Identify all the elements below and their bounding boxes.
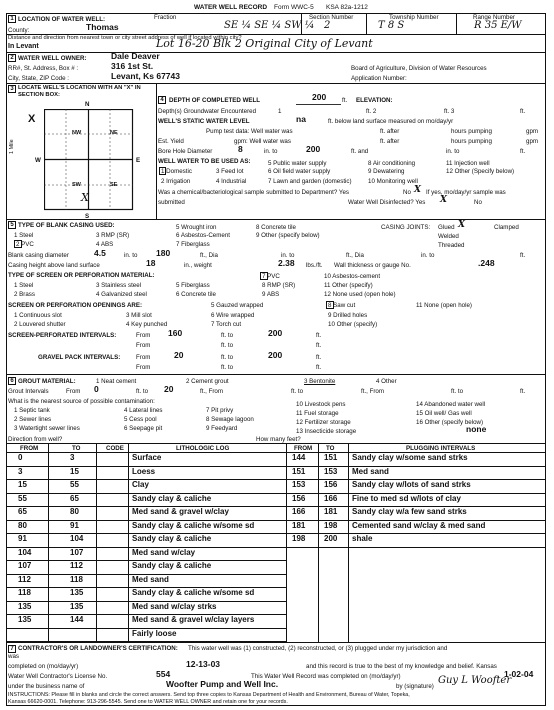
plug-description: Fine to med sd w/lots of clay <box>352 493 461 503</box>
depth-value: 200 <box>312 92 327 102</box>
distance-label: Distance and direction from nearest town or city street address of well if located within city? <box>8 35 242 41</box>
litho-from: 0 <box>18 453 23 462</box>
section-4-number: 4 <box>158 96 166 104</box>
litho-from: 118 <box>18 588 31 597</box>
gravel-from-value: 20 <box>174 350 184 360</box>
screen-intervals-label: SCREEN-PERFORATED INTERVALS: <box>8 332 117 339</box>
bentonite-selected: 3 Bentonite <box>304 378 336 385</box>
form-title: WATER WELL RECORD <box>194 4 268 11</box>
joints-label: CASING JOINTS: <box>381 224 431 231</box>
screen-from-value: 160 <box>168 328 183 338</box>
form-ksa: KSA 82a-1212 <box>326 4 368 11</box>
bore-value: 8 <box>238 144 243 154</box>
plug-to: 151 <box>324 453 338 462</box>
contamination-label: What is the nearest source of possible contamination: <box>8 398 155 405</box>
section-3-number: 3 <box>8 85 16 93</box>
log-code-header: CODE <box>106 445 124 452</box>
right-to-header: TO <box>326 445 335 452</box>
plug-from: 198 <box>292 534 306 543</box>
litho-from: 91 <box>18 534 27 543</box>
litho-description: Med sand & gravel w/clay <box>132 507 229 516</box>
plug-to: 153 <box>324 466 338 476</box>
range-number-label: Range Number <box>473 14 515 21</box>
litho-to: 15 <box>70 466 79 476</box>
log-to-header: TO <box>72 445 81 452</box>
litho-description: Med sand & gravel w/clay layers <box>132 615 255 624</box>
owner-label: WATER WELL OWNER: <box>18 55 87 62</box>
casing-diameter-value: 4.5 <box>94 248 106 258</box>
litho-description: Surface <box>132 453 162 462</box>
fraction-value: SE ¼ SE ¼ SW ¼ <box>224 20 315 31</box>
east-label: E <box>136 157 141 164</box>
yield-label: Est. Yield <box>158 138 184 145</box>
litho-from: 3 <box>18 466 23 476</box>
plug-to: 166 <box>324 493 338 503</box>
instructions: INSTRUCTIONS: Please fill in blanks and circle the correct answers. Send top three copies to Kansas Department of Health and Environment, Bureau of Water, Topeka, <box>8 692 410 698</box>
litho-description: Med sand w/clay strks <box>132 601 217 611</box>
city-value: Levant, Ks 67743 <box>111 71 180 81</box>
business-value: Woofter Pump and Well Inc. <box>166 679 279 689</box>
plug-from: 151 <box>292 466 306 476</box>
west-label: W <box>35 157 41 164</box>
plug-description: Cemented sand w/clay & med sand <box>352 520 486 530</box>
town-value: In Levant <box>8 43 39 50</box>
sw-label: SW <box>72 182 81 188</box>
litho-to: 118 <box>70 574 83 584</box>
plug-description: Sandy clay w/a few sand strks <box>352 507 467 516</box>
section-value: 2 <box>324 20 331 31</box>
license-value: 554 <box>156 669 171 679</box>
litho-from: 107 <box>18 561 32 570</box>
grout-intervals-label: Grout Intervals <box>8 388 49 395</box>
signature: Guy L Woofter <box>438 675 512 686</box>
plug-to: 200 <box>324 534 338 543</box>
bore-label: Bore Hole Diameter <box>158 148 213 155</box>
plugging-header: PLUGGING INTERVALS <box>406 445 476 452</box>
litho-from: 55 <box>18 493 27 503</box>
plug-to: 198 <box>324 520 338 530</box>
bore-to-value: 200 <box>306 144 321 154</box>
locate-label: LOCATE WELL'S LOCATION WITH AN "X" IN SECTION BOX: <box>18 85 141 98</box>
how-many-label: How many feet? <box>256 436 301 443</box>
litho-description: Sandy clay & caliche w/some sd <box>132 588 255 597</box>
plug-description: Med sand <box>352 466 389 476</box>
litho-description: Sandy clay & caliche w/some sd <box>132 520 255 530</box>
se-label: SE <box>110 182 118 188</box>
section-number-label: Section Number <box>309 14 354 21</box>
north-label: N <box>85 101 90 108</box>
grout-from-value: 0 <box>94 384 99 394</box>
x-mark-label: X <box>28 113 36 125</box>
south-label: S <box>85 213 90 220</box>
section-7-number: 7 <box>8 645 16 653</box>
litho-from: 80 <box>18 520 27 530</box>
township-value: T 8 S <box>378 20 405 31</box>
casing-height-label: Casing height above land surface <box>8 262 100 269</box>
instructions-2: Kansas 66620-0001. Telephone: 913-296-5545. Send one to WATER WELL OWNER and retain one for your records. <box>8 699 288 705</box>
litho-to: 112 <box>70 561 83 570</box>
litho-from: 112 <box>18 574 31 584</box>
plug-to: 156 <box>324 480 338 489</box>
plug-description: Sandy clay w/lots of sand strks <box>352 480 471 489</box>
plug-from: 153 <box>292 480 306 489</box>
litho-to: 55 <box>70 480 79 489</box>
plug-from: 181 <box>292 520 306 530</box>
well-location-mark: X <box>81 191 89 204</box>
litho-description: Med sand <box>132 574 169 584</box>
plug-from: 156 <box>292 493 306 503</box>
litho-from: 104 <box>18 547 32 557</box>
handwritten-lot: Lot 16-20 Blk 2 Original City of Levant <box>156 37 373 50</box>
plug-description: Sandy clay w/some sand strks <box>352 453 468 462</box>
range-value: R 35 E/W <box>474 20 522 31</box>
application-label: Application Number: <box>351 75 407 82</box>
litho-description: Clay <box>132 480 149 489</box>
gravel-to-value: 200 <box>268 350 283 360</box>
address-label: RR#, St. Address, Box # : <box>8 65 79 72</box>
litho-from: 15 <box>18 480 27 489</box>
litho-from: 65 <box>18 507 27 516</box>
nw-label: NW <box>72 130 82 136</box>
casing-height-value: 18 <box>146 258 156 268</box>
pump-test-label: Pump test data: Well water was <box>206 128 293 135</box>
log-from-header: FROM <box>20 445 39 452</box>
casing-diameter-label: Blank casing diameter <box>8 252 69 259</box>
litho-to: 104 <box>70 534 84 543</box>
litho-to: 3 <box>70 453 75 462</box>
litho-description: Fairly loose <box>132 628 177 638</box>
section-2-number: 2 <box>8 54 16 62</box>
blank-casing-label: TYPE OF BLANK CASING USED: <box>18 222 115 229</box>
certification-label: CONTRACTOR'S OR LANDOWNER'S CERTIFICATION: <box>18 645 178 652</box>
weight-value: 2.38 <box>278 258 295 268</box>
litho-from: 135 <box>18 601 32 611</box>
county-value: Thomas <box>86 22 119 32</box>
disinfected-label: Water Well Disinfected? Yes <box>348 199 426 206</box>
board-text: Board of Agriculture, Division of Water Resources <box>351 65 487 72</box>
litho-from: 135 <box>18 615 32 624</box>
right-from-header: FROM <box>294 445 313 452</box>
plug-description: shale <box>352 534 373 543</box>
wall-value: .248 <box>478 258 495 268</box>
license-label: Water Well Contractor's License No. <box>8 673 108 680</box>
litho-to: 80 <box>70 507 79 516</box>
grout-to-value: 20 <box>164 384 174 394</box>
location-label: LOCATION OF WATER WELL: <box>18 16 106 23</box>
plug-to: 181 <box>324 507 338 516</box>
ne-label: NE <box>110 130 118 136</box>
litho-to: 135 <box>70 588 84 597</box>
depth-label: DEPTH OF COMPLETED WELL <box>169 97 261 104</box>
completed-value: 12-13-03 <box>186 659 221 669</box>
grout-label: GROUT MATERIAL: <box>18 378 76 385</box>
litho-to: 65 <box>70 493 79 503</box>
section-6-number: 6 <box>8 377 16 385</box>
use-label: WELL WATER TO BE USED AS: <box>158 158 251 165</box>
contamination-none: none <box>466 424 487 434</box>
litho-to: 107 <box>70 547 84 557</box>
gravel-pack-label: GRAVEL PACK INTERVALS: <box>38 354 121 361</box>
screen-to-value: 200 <box>268 328 283 338</box>
direction-label: Direction from well? <box>8 436 63 443</box>
casing-to-value: 180 <box>156 248 171 258</box>
section-1-number: 1 <box>8 15 16 23</box>
plug-from: 144 <box>292 453 306 462</box>
business-label: under the business name of <box>8 683 85 690</box>
litho-description: Sandy clay & caliche <box>132 493 212 503</box>
county-label: County: <box>8 27 30 34</box>
fraction-label: Fraction <box>154 14 177 21</box>
section-5-number: 5 <box>8 221 16 229</box>
litho-to: 91 <box>70 520 79 530</box>
groundwater-label: Depth(s) Groundwater Encountered <box>158 108 257 115</box>
record-date-value: 1-02-04 <box>504 669 534 679</box>
litho-description: Sandy clay & caliche <box>132 561 212 570</box>
litho-header: LITHOLOGIC LOG <box>176 445 230 452</box>
litho-description: Sandy clay & caliche <box>132 534 212 543</box>
plug-from: 166 <box>292 507 306 516</box>
mile-label: 1 Mile <box>9 139 15 154</box>
openings-label: SCREEN OR PERFORATION OPENINGS ARE: <box>8 302 143 309</box>
litho-to: 144 <box>70 615 84 624</box>
use-1: 1 Domestic <box>161 168 192 175</box>
litho-to: 135 <box>70 601 84 611</box>
form-number: Form WWC-5 <box>274 4 314 11</box>
water-well-record: WATER WELL RECORD Form WWC-5 KSA 82a-1212 1 LOCATION OF WATER WELL: Fraction Section Number Township Number Range Number County: Thomas SE ¼ SE ¼ SW ¼ 2 T 8 S R 35 E/W Distance and direction from nearest town or city street address of well if located within city? In Levant Lot 16-20 Blk 2 Original City of Levant 2 WATER WELL OWNER: Dale Deaver RR#, St. Address, Box # : 316 1st St. City, State, ZIP Code : Levant, Ks 67743 Board of Agriculture, Division of Water Resources Application Number: 3 LOCATE WELL'S LOCATION WITH AN "X" IN SECTION BOX: N S W E X 1 Mile NW NE SW SE X 4 DEPTH OF COMPLETED WELL 200 ft. ELEVATION: Depth(s) Groundwater Encountered 1 ft. 2 ft. 3 ft. WELL'S STATIC WATER LEVEL na ft. below land surface measured on mo/day/yr Pump test data: Well water was ft. after hours pumping gpm Est. Yield gpm: Well water was ft. after hours pumping gpm Bore Hole Diameter 8 in. to 200 ft. and in. to ft. WELL WATER TO BE USED AS: 1 Domestic 3 Feed lot 5 Public water supply 8 Air conditioning 11 Injection well 2 Irrigation 4 Industrial 6 Oil field water supply 9 Dewatering 12 Other (Specify below) 7 Lawn and garden (domestic) 10 Monitoring well Was a chemical/bacteriological sample submitted to Department? Yes No X If yes, mo/day/yr sample was submitted Water Well Disinfected? Yes X No 5 TYPE OF BLANK CASING USED: 1 Steel 3 RMP (SR) 5 Wrought iron 6 Asbestos-Cement 8 Concrete tile 9 Other (specify below) 2 PVC 4 ABS 7 Fiberglass CASING JOINTS: Glued X Clamped Welded Threaded Blank casing diameter 4.5 in. to 180 ft., Dia in. to ft., Dia in. to ft. Casing height above land surface 18 in., weight 2.38 lbs./ft. Wall thickness or gauge No. .248 TYPE OF SCREEN OR PERFORATION MATERIAL: 1 Steel 3 Stainless steel 5 Fiberglass 7 PVC 10 Asbestos-cement 2 Brass 4 Galvanized steel 6 Concrete tile 8 RMP (SR) 11 Other (specify) 9 ABS 12 None used (open hole) SCREEN OR PERFORATION OPENINGS ARE: 5 Gauzed wrapped 8 Saw cut 11 None (open hole) 1 Continuous slot 3 Mill slot 6 Wire wrapped 9 Drilled holes 2 Louvered shutter 4 Key punched 7 Torch cut 10 Other (specify) SCREEN-PERFORATED INTERVALS: From 160 ft. to 200 ft. From ft. to ft. GRAVEL PACK INTERVALS: From 20 ft. to 200 ft. From ft. to ft. 6 GROUT MATERIAL: 1 Neat cement 2 Cement grout 3 Bentonite 4 Other Grout Intervals From 0 ft. to 20 ft., From ft. to ft., From ft. to ft. What is the nearest source of possible contamination: 1 Septic tank 4 Lateral lines 7 Pit privy 10 Livestock pens 14 Abandoned water well 2 Sewer lines 5 Cess pool 8 Sewage lagoon 11 Fuel storage 15 Oil well/ Gas well 3 Watertight sewer lines 6 Seepage pit 9 Feedyard 12 Fertilizer storage 16 Other (specify below) 13 Insecticide storage none Direction from well? How many feet? FROM TO CODE LITHOLOGIC LOG FROM TO PLUGGING INTERVALS 7 CONTRACTOR'S OR LANDOWNER'S CERTIFICATION: This water well was (1) constructed, (2) reconstructed, or (3) plugged under my jurisdiction and was completed on (mo/day/yr) 12-13-03 and this record is true to the best of my knowledge and belief. Kansas Water Well Contractor's License No. 554 This Water Well Record was completed on (mo/day/yr) 1-02-04 under the business name of Woofter Pump and Well Inc. by (signature) Guy L Woofter INSTRUCTIONS: Please fill in blanks and circle the correct answers. Send top three copies to Kansas Department of Health and Environment, Bureau of Water, Topeka, Kansas 66620-0001. Telephone: 913-296-5545. Send one to WATER WELL OWNER and retain one for your records. 0 3 Surface 3 15 Loess 15 55 Clay 55 65 Sandy clay & caliche 65 80 Med sand & gravel w/clay 80 91 Sandy clay & caliche w/some sd 91 104 Sandy clay & caliche 104 107 Med sand w/clay 107 112 Sandy clay & caliche 112 118 Med sand 118 135 Sandy clay & caliche w/some sd 135 135 Med sand w/clay strks 135 144 Med sand & gravel w/clay layers Fairly loose 144 151 Sandy clay w/some sand strks 151 153 Med sand 153 156 Sandy clay w/lots of sand strks 156 166 Fine to med sd w/lots of clay 166 181 Sandy clay w/a few sand strks 181 198 Cemented sand w/clay & med sand 198 200 shale <box>6 4 546 706</box>
litho-description: Loess <box>132 466 156 476</box>
litho-description: Med sand w/clay <box>132 547 196 557</box>
address-value: 316 1st St. <box>111 61 154 71</box>
elevation-label: ELEVATION: <box>356 97 393 104</box>
static-level-value: na <box>296 114 306 124</box>
screen-type-label: TYPE OF SCREEN OR PERFORATION MATERIAL: <box>8 272 155 279</box>
section-box-grid <box>44 109 134 211</box>
static-level-label: WELL'S STATIC WATER LEVEL <box>158 118 250 125</box>
completed-label: completed on (mo/day/yr) <box>8 663 79 670</box>
owner-value: Dale Deaver <box>111 51 160 61</box>
city-label: City, State, ZIP Code : <box>8 75 69 82</box>
chem-sample-label: Was a chemical/bacteriological sample submitted to Department? Yes <box>158 189 349 196</box>
township-number-label: Township Number <box>389 14 439 21</box>
